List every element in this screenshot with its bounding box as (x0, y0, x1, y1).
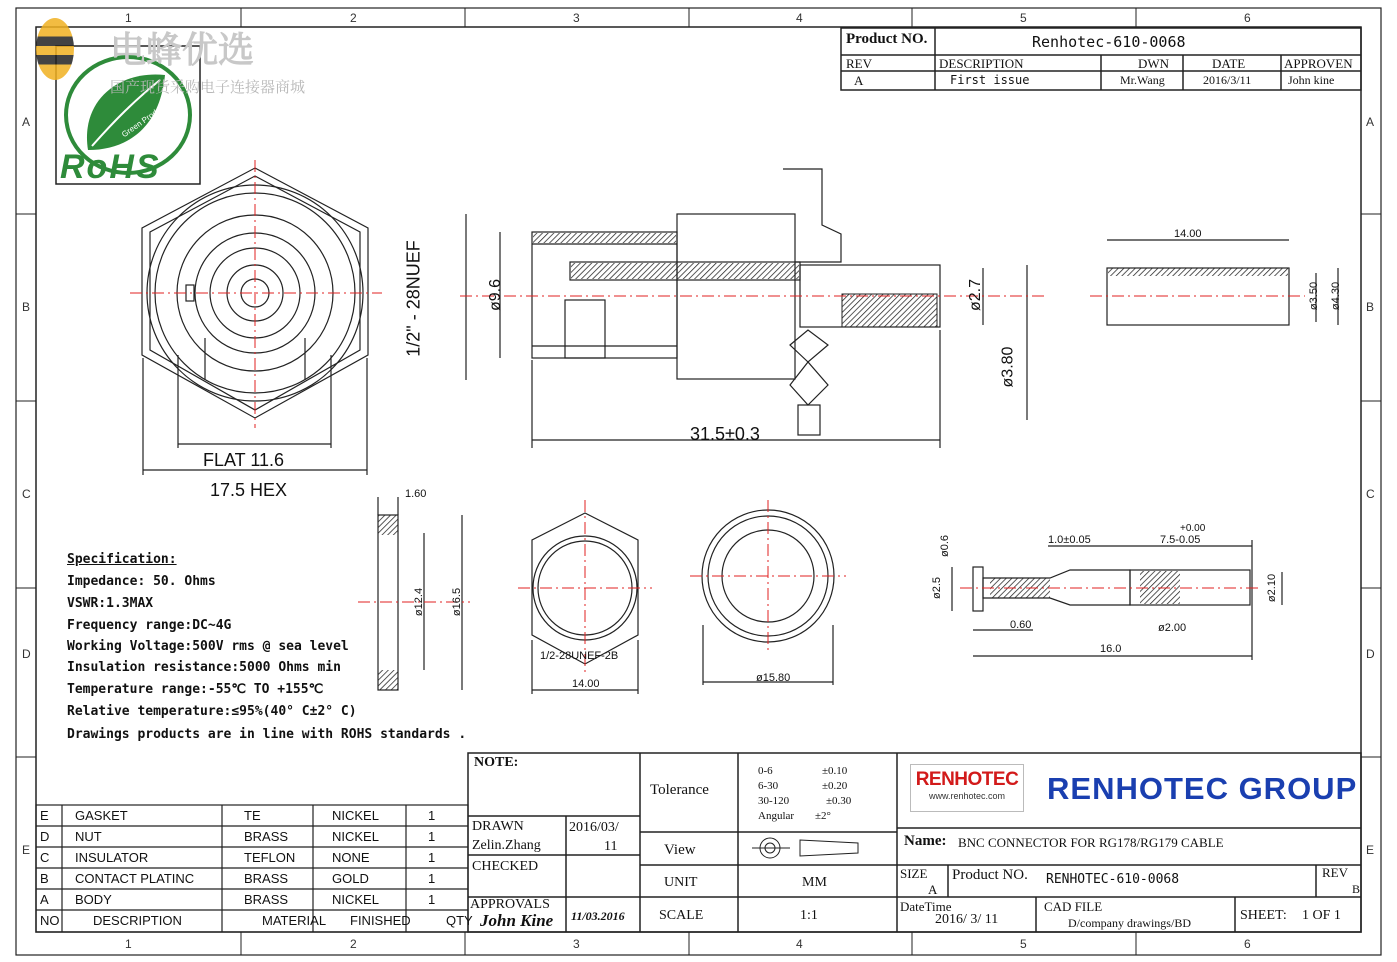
bom-no: D (40, 829, 50, 844)
bom-description: GASKET (75, 808, 128, 823)
bom-description: BODY (75, 892, 112, 907)
tol-value: ±0.20 (822, 780, 848, 792)
dim-d12-4: ø12.4 (413, 587, 426, 617)
bom-finished: NICKEL (332, 829, 379, 844)
dim-7-5-upper: +0.00 (1180, 523, 1206, 534)
bom-finished: NICKEL (332, 892, 379, 907)
tb-note: NOTE: (474, 755, 519, 770)
grid-col-4: 4 (796, 11, 803, 25)
contact-pin-view (952, 540, 1282, 660)
bom-description: CONTACT PLATINC (75, 871, 195, 886)
rohs-tag: Green Product (120, 101, 168, 140)
grid-col-5: 5 (1020, 11, 1027, 25)
grid-col-4-bottom: 4 (796, 937, 803, 951)
spec-line: VSWR:1.3MAX (67, 596, 154, 611)
spec-line: Impedance: 50. Ohms (67, 574, 216, 589)
dim-d0-6: ø0.6 (939, 534, 952, 558)
bom-qty: 1 (428, 850, 436, 865)
grid-col-3-bottom: 3 (573, 937, 580, 951)
tol-value: ±0.30 (826, 795, 852, 807)
tb-cad: CAD FILE (1044, 899, 1103, 914)
bee-logo-icon (36, 18, 74, 80)
tb-datetime-value: 2016/ 3/ 11 (935, 912, 999, 927)
dim-hex: 17.5 HEX (210, 480, 288, 500)
grid-row-c: C (22, 487, 31, 501)
bom-qty: 1 (428, 829, 436, 844)
dim-nut-thread: 1/2-28UNEF-2B (540, 650, 619, 662)
header-approven-heading: APPROVEN (1284, 56, 1353, 71)
rohs-badge: RoHS (60, 148, 161, 186)
spec-line: Insulation resistance:5000 Ohms min (67, 660, 341, 675)
tb-product-label: Product NO. (952, 867, 1028, 883)
grid-row-a: A (22, 115, 31, 129)
spec-line: Working Voltage:500V rms @ sea level (67, 639, 349, 654)
tb-rev: REV (1322, 865, 1348, 880)
header-approven: John kine (1288, 73, 1335, 87)
tb-approvals-signature: John Kine (480, 911, 554, 930)
tb-size: SIZE (900, 866, 928, 881)
bom-qty: 1 (428, 892, 436, 907)
tol-range: 30-120 (758, 795, 790, 807)
grid-row-b: B (22, 300, 31, 314)
spec-title: Specification: (67, 552, 177, 567)
bom-description: INSULATOR (75, 850, 149, 865)
tb-scale: SCALE (659, 908, 704, 923)
header-desc-heading: DESCRIPTION (939, 56, 1024, 71)
grid-row-c-right: C (1366, 487, 1375, 501)
bom-description: NUT (75, 829, 102, 844)
dim-nut-width: 14.00 (572, 678, 600, 690)
tb-drawn-date1: 2016/03/ (569, 820, 619, 835)
tol-value: ±0.10 (822, 765, 848, 777)
bom-header-finished: FINISHED (350, 913, 411, 928)
dim-d3-80: ø3.80 (999, 346, 1017, 388)
renhotec-logo-text: RENHOTEC (915, 769, 1019, 790)
header-product-value: Renhotec-610-0068 (1032, 33, 1186, 51)
grid-row-e-right: E (1366, 843, 1375, 857)
tb-product-value: RENHOTEC-610-0068 (1046, 872, 1180, 887)
grid-col-6: 6 (1244, 11, 1251, 25)
ferrule-view (1107, 240, 1338, 325)
group-name: RENHOTEC GROUP (1047, 771, 1358, 806)
tb-approvals: APPROVALS (470, 897, 550, 912)
header-date-heading: DATE (1212, 56, 1246, 71)
tol-range: 0-6 (758, 765, 773, 777)
tb-sheet: SHEET: (1240, 908, 1287, 923)
bom-finished: NICKEL (332, 808, 379, 823)
dim-1-0: 1.0±0.05 (1048, 534, 1091, 546)
tb-drawn-name: Zelin.Zhang (472, 838, 541, 853)
header-desc: First issue (950, 73, 1030, 87)
tb-unit-value: MM (802, 875, 827, 890)
bom-header-material: MATERIAL (262, 913, 327, 928)
tol-range: Angular (758, 810, 795, 822)
grid-row-d-right: D (1366, 647, 1375, 661)
renhotec-logo-url: www.renhotec.com (928, 791, 1006, 801)
tb-tolerance: Tolerance (650, 782, 709, 798)
spec-line: Frequency range:DC~4G (67, 618, 232, 633)
tb-drawn: DRAWN (472, 819, 524, 834)
grid-col-3: 3 (573, 11, 580, 25)
bom-no: A (40, 892, 49, 907)
bom-material: BRASS (244, 829, 289, 844)
tb-view: View (664, 842, 696, 858)
bom-material: TEFLON (244, 850, 296, 865)
tb-drawn-date2: 11 (604, 839, 618, 854)
dim-7-5: 7.5-0.05 (1160, 534, 1201, 546)
tb-datetime: DateTime (900, 899, 952, 914)
tb-sheet-value: 1 OF 1 (1302, 908, 1341, 923)
watermark-subtitle: 国产现货采购电子连接器商城 (110, 79, 306, 96)
bom-material: BRASS (244, 892, 289, 907)
tb-name-label: Name: (904, 833, 947, 849)
header-rev: A (854, 73, 864, 88)
watermark-title: 电蜂优选 (110, 29, 255, 70)
tol-range: 6-30 (758, 780, 779, 792)
nut-view (532, 513, 638, 694)
bom-finished: NONE (332, 850, 370, 865)
grid-col-5-bottom: 5 (1020, 937, 1027, 951)
spec-line: Drawings products are in line with ROHS standards . (67, 727, 467, 742)
tb-scale-value: 1:1 (800, 908, 818, 923)
bom-header-qty: QTY (446, 913, 473, 928)
grid-col-2: 2 (350, 11, 357, 25)
bom-material: BRASS (244, 871, 289, 886)
bom-finished: GOLD (332, 871, 369, 886)
bom-no: C (40, 850, 50, 865)
dim-d3-50: ø3.50 (1308, 281, 1321, 311)
grid-row-a-right: A (1366, 115, 1375, 129)
grid-col-6-bottom: 6 (1244, 937, 1251, 951)
bom-no: E (40, 808, 49, 823)
bom-qty: 1 (428, 808, 436, 823)
dim-1-60: 1.60 (405, 488, 427, 500)
dim-length: 31.5±0.3 (690, 424, 760, 444)
header-dwn-heading: DWN (1138, 56, 1170, 71)
bom-qty: 1 (428, 871, 436, 886)
dim-16-0: 16.0 (1100, 643, 1122, 655)
tb-rev-value: B (1352, 882, 1361, 896)
dim-d16-5: ø16.5 (451, 587, 464, 617)
tb-cad-value: D/company drawings/BD (1068, 916, 1191, 930)
dim-d2-00: ø2.00 (1158, 622, 1187, 634)
spec-line: Relative temperature:≤95%(40° C±2° C) (67, 704, 357, 719)
dim-14-top: 14.00 (1174, 228, 1202, 240)
dim-d15-80: ø15.80 (756, 672, 791, 684)
header-product-label: Product NO. (846, 31, 928, 47)
dim-d2-10: ø2.10 (1266, 573, 1279, 603)
dim-0-60: 0.60 (1010, 619, 1032, 631)
dim-d4-30: ø4.30 (1330, 281, 1343, 311)
grid-col-1-bottom: 1 (125, 937, 132, 951)
renhotec-logo (910, 764, 1024, 812)
dim-flat: FLAT 11.6 (203, 450, 285, 470)
header-rev-heading: REV (846, 56, 872, 71)
grid-col-2-bottom: 2 (350, 937, 357, 951)
tb-checked: CHECKED (472, 859, 539, 874)
grid-row-e: E (22, 843, 31, 857)
bom-header-no: NO (40, 913, 60, 928)
side-section-view (466, 169, 1027, 448)
bom-header-description: DESCRIPTION (93, 913, 182, 928)
spec-line: Temperature range:-55℃ TO +155℃ (67, 682, 324, 697)
bom-no: B (40, 871, 49, 886)
tb-name-value: BNC CONNECTOR FOR RG178/RG179 CABLE (958, 835, 1224, 850)
bom-material: TE (244, 808, 261, 823)
dim-d2-7: ø2.7 (967, 278, 985, 312)
dim-d2-5: ø2.5 (931, 576, 944, 600)
grid-col-1: 1 (125, 11, 132, 25)
tb-approvals-date: 11/03.2016 (571, 909, 625, 923)
tb-unit: UNIT (664, 875, 698, 890)
dim-thread: 1/2" - 28NUEF (403, 240, 424, 357)
tb-size-value: A (928, 882, 938, 897)
header-dwn: Mr.Wang (1120, 73, 1165, 87)
dim-d9-6: ø9.6 (487, 278, 505, 312)
grid-row-d: D (22, 647, 31, 661)
header-date: 2016/3/11 (1203, 73, 1252, 87)
grid-row-b-right: B (1366, 300, 1375, 314)
tol-value: ±2° (815, 810, 831, 822)
